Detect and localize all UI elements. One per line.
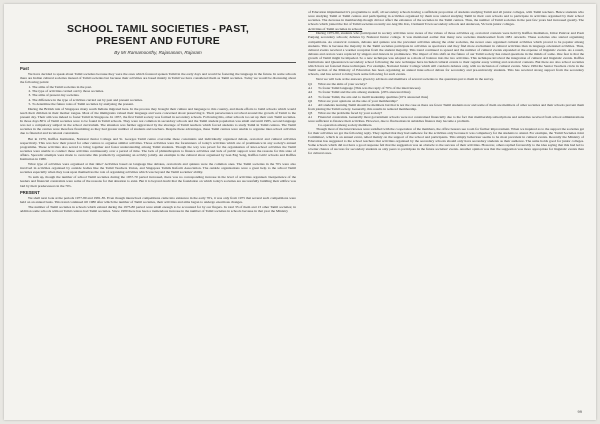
article-byline: By Mr Ramamoorthy, Rajasanam, Rajaram — [114, 50, 202, 55]
section-heading-past: Past — [20, 66, 29, 72]
qa-label: Q1 — [308, 82, 313, 87]
title-line-1: SCHOOL TAMIL SOCIETIES - PAST, — [67, 23, 249, 35]
qa-line — [308, 115, 584, 123]
article-title — [20, 24, 296, 47]
right-column — [308, 10, 584, 414]
qa-text: All students learning Tamil should be members but that is not the case as there are fewer Tamil students now and some of them are members of other societies and their schools prevent them from joining the Tamil society. Generally, this results in reduced membership. — [308, 102, 584, 111]
paragraph: During 1975-80, students who participated in society activities were aware of the values of those activities eg. oratorical contests were held by Raffles Institution, Umar Pulavar and Pasir Panjang secondary schools; debates by National Junior college. It was mentioned earlier that many new societies mushroomed from 1981 onwards. These societies also started organising competitions. As oratorical contests, debates and quizzes was the prevalent activities among the older societies, the newer ones organised cultural activities which proved to be popular among students. This is because the majority in the Tamil societies participate in activities as spectators and they find more excitement in cultural activities than in language orientated activities. Thus, cultural events received a warmer reception from the student majority. This trend continued to spread and the number of cultural events expanded at the expense of linguistic events. As a result, debates and orators were replaced by singers and dancers in prominence. The impact of this shift on the future of our Tamil society has raised questions in the minds of some. One fear is that the growth of Tamil might be impeded. So a new technique was adopted as a mode of balance into the two activities. This technique involved the integration of cultural and linguistic events. Raffles Institutions and Queenstown secondary school following the new technique have included cultural events to their regular essay writing and oratorical contests. But there are also school societies which have set fostered these techniques. For example, National Junior College which still conducts debates only, with no inclusion of cultural events. Since 1984 the Senior Teachers circle in the Tamil section of the Ministry of Education has been organising an annual inter-school debate for secondary and pre-university students. This has received strong support from the secondary schools, and has served to bring back some following for such events. — [308, 31, 584, 76]
list-item: 1. The aims of the Tamil societies in the past. — [32, 85, 296, 89]
survey-qa — [308, 82, 584, 127]
section-heading-present: PRESENT — [20, 189, 40, 195]
qa-text: Financial constraints. Generally most government schools were not constrained financially due to the fact that membership subscriptions and subsidies received from school administrations were sufficient to finance their activities. However, due to fluctuations in subsidies finance may become a problem. — [308, 114, 584, 123]
qa-text: To foster Tamil language (This was the reply of 70% of the interviewees) — [318, 86, 421, 91]
section-heading-activities: Activities of Tamil societies in schools — [308, 27, 363, 32]
title-line-2: PRESENT AND FUTURE — [96, 34, 220, 47]
qa-text: What are the aims of your society? — [318, 82, 367, 87]
qa-label: A1 — [308, 114, 313, 119]
document-page — [4, 4, 596, 420]
list-item: 5. To determine the future roles of Tamil societies by analysing the present. — [32, 102, 296, 106]
qa-text: To foster Tamil, the arts and to instill leadership qualities (10% answered thus) — [318, 94, 429, 99]
qa-text: What are the problems faced by your society? — [318, 110, 383, 115]
qa-text: Co-operation among society members. — [318, 122, 373, 127]
list-item: 2. The type of activities carried out by those societies. — [32, 89, 296, 93]
qa-label: Q3 — [308, 110, 313, 115]
paragraph: Next we will look at the answers given by advisors and members of several societies to the questions put to them in the survey. — [316, 77, 494, 82]
paragraph: But in 1970, Raffles Institution, National Junior College and St. Georges Tamil centre overcame these constraints and individually organised debate, oratorical and cultural activities respectively. This was how their paved for other centres to organise similar activities. Those activities were the forerunners of today's activities which are of prominence in any society's annual programme. These activities also served to bring together and foster understanding among Tamil students. Though the way was paved for the organisation of inter-school activities the Tamil societies were unable to conduct these activities continuously over a period of time. The lack of philanthropists to finance activities and lack of public support were the reasons for this state of affairs. Sporadic attempts were made to overcome this problem by organising an activity jointly. An example is the cultural show organised by Gan Eng Seng, Raffles Girls' schools and Raffles Institution in 1980. — [20, 136, 296, 161]
page-number: 99 — [577, 409, 582, 414]
qa-label: A2 — [308, 90, 313, 95]
paragraph: During the British rule of Singapore many south Indians migrated here. In the process they brought their culture and language to this country, and made efforts to build schools which would teach their children in their mother tongue. Most of the immigrants valued their language and were concerned about preserving it. Their perseverance revolved around the growth of Tamil to the present day. Their aim was indeed to foster Tamil in Singapore. In 1957, the first Tamil society was formed in secondary schools. Following this, other schools too set up their own Tamil societies. In those days 80% of Tamil societies were to be found in Tamil schools. They were not common in secondary schools and the Tamil student population was small and until 1985, second language was not a compulsory subject in the school curriculum. The situation was further aggravated by the shortage of Tamil teachers which forced students to study Tamil in Tamil centres. The Tamil societies in the centres were therefore flourishing as they had greater number of students and teachers. Despite these advantages, these Tamil centres were unable to organise inter-school activities due to financial and locational constraints. — [20, 107, 296, 136]
qa-text: To foster Tamil and the arts among students. (20% answered thus) — [318, 90, 411, 95]
left-column — [20, 10, 296, 414]
qa-label: A1 — [308, 86, 313, 91]
paragraph: To sum up, though the number of school Tamil societies during the 1957-70 period increased, there was no corresponding increase in the level of activities organised. Inexperience of the leaders and financial constraints were some of the reasons for that situation to exist. But it is beyond doubt that the foundation on which today's societies are successfully building their edifice was laid by their predecessors in the 70's. — [20, 175, 296, 188]
list-item: 3. The aims of present day societies. — [32, 93, 296, 97]
title-rule — [20, 62, 296, 63]
qa-line — [308, 103, 584, 111]
paragraph: of Education implemented it's programme to staff, all secondary schools having a sufficient proportion of students studying Tamil and all junior colleges, with Tamil teachers. Hence students who were studying Tamil at Tamil centres and participating in activities organised by them now started studying Tamil in their own schools and to participate in activities organised by their school societies. The decrease in membership though did not affect the existence of the societies in the Tamil centres. Thus, the number of Tamil societies in the past few years had increased greatly. The schools which joined the list of Tamil societies recently are Ang Mo Kio, Clementi Town secondary schools and Anderson, Victoria junior colleges. — [308, 10, 584, 27]
aims-list — [20, 85, 296, 105]
paragraph: Though most of the interviewees were satisfied with the cooperation of the members, the office bearers see room for further improvement. When we inquired as to the support the societies get for their activities we got the following reply. They replied that they had audience for the activities only because it was compulsory for the students to attend. For example, the 'Tamil Societies Joint Committee', which is an annual event, relied mainly on the support of the school and participants. This simply behaviour seems to be most prevalent in cultural events. Recently the Ministry of Education has suggested to the school teachers that activities organised by the secondary schools should only have secondary students as their audience. The same holds good for junior colleges. Some schools which did not have a good response felt that the suggestion was an obstacle to the success of their activities. However, others replied favourably to the idea saying that this had led to a better chance of success for secondary students as only peers to participate in the future societies' events. Another opinion was that the suggestion was more appropriate for linguistic events than for cultural ones. — [308, 126, 584, 156]
paragraph: We shall next look at the periods 1977-80 and 1981-85. Even though interschool competitions came into existence in the early 70's, it was only from 1975 that several such competitions were held on an annual basis. This trend continued till 1980 after which the number of Tamil societies, their activities and aims began to undergo enormous changes. — [20, 195, 296, 204]
paragraph: The number of Tamil societies in schools which existed during the 1975-80 period were small enough to be accounted for by our fingers. In total 33 of them and 13 other Tamil societies; in addition some schools without Tamil centres had Tamil societies. Since 1980 there has been a tremendous increase in the number of Tamil societies in schools because in that year the Ministry — [20, 204, 296, 213]
list-item: 4. The difference in the type of activities carried out by past and present societies. — [32, 98, 296, 102]
qa-label: A3 — [308, 94, 313, 99]
qa-text: What are your opinions on the size of your membership? — [318, 98, 398, 103]
paragraph: What type of activities were organised at that time? Activities based on language like debates, oratoricals and quizzes were the common ones. The Tamil societies in the 70's were also involved in activities organised by outside bodies like the Tamil Teachers Union, and Singapore Tamils Reform Association. The outside organisations were a great help to the school Tamil societies especially when they took upon themselves the role of organising activities which was beyond the Tamil societies' ability. — [20, 162, 296, 175]
qa-label: A1 — [308, 102, 313, 107]
qa-label: Q2 — [308, 98, 313, 103]
paragraph: We have decided to speak about Tamil societies because they were the ones which fostered spoken Tamil in the early days and would be fostering the language in the future. In some schools there are Indian cultural societies instead of Tamil societies but because their activities are based mainly in Tamil we have considered them as Tamil societies. Today we would be discussing about the following points: — [20, 72, 296, 85]
